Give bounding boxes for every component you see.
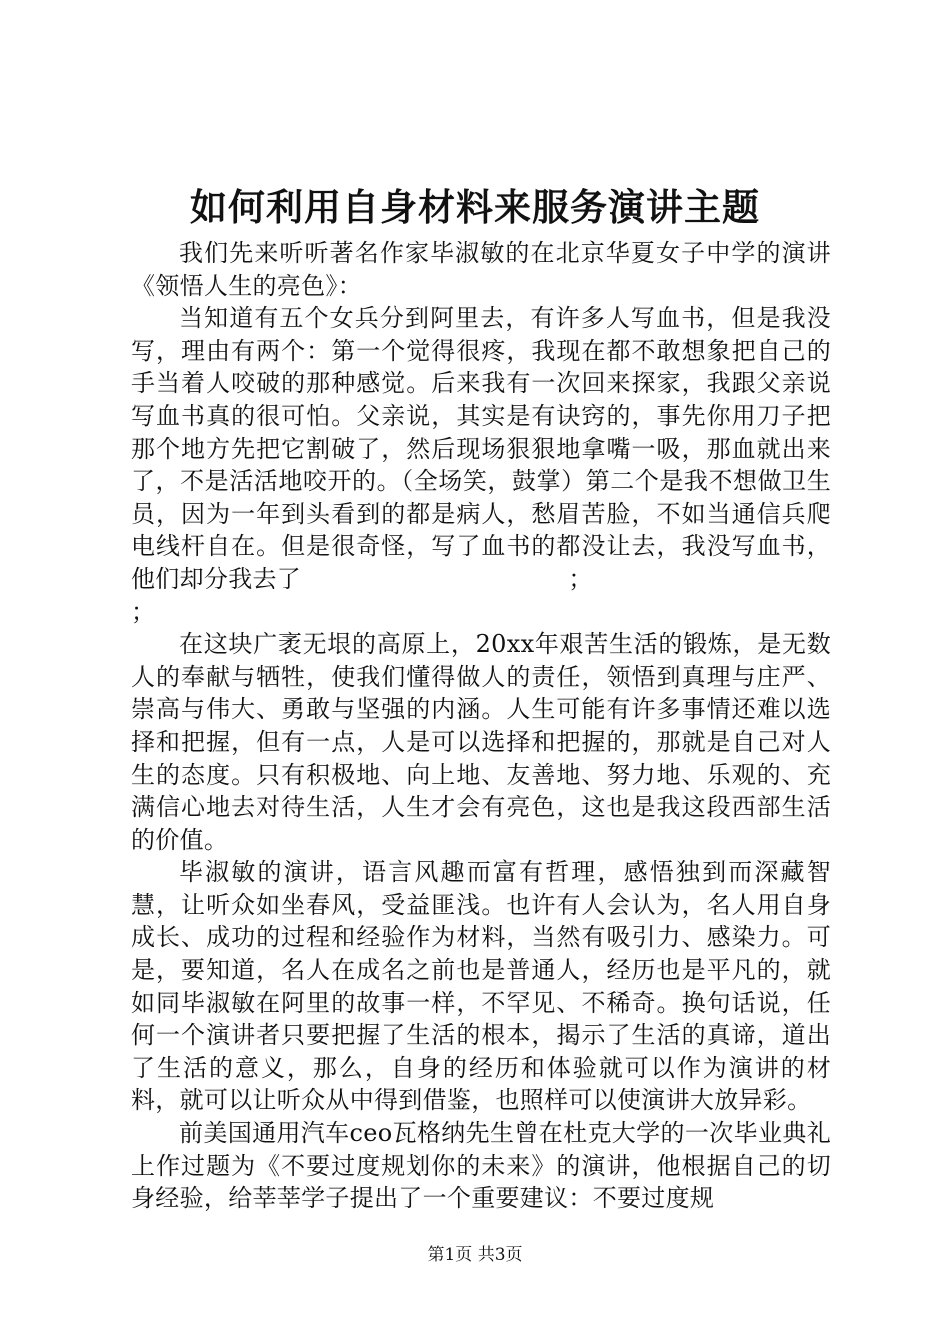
paragraph-analysis: 毕淑敏的演讲，语言风趣而富有哲理，感悟独到而深藏智慧，让听众如坐春风，受益匪浅。也许有人会认为，名人用自身成长、成功的过程和经验作为材料，当然有吸引力、感染力。可是，要知道，名人在成名之前也是普通人，经历也是平凡的，就如同毕淑敏在阿里的故事一样，不罕见、不稀奇。换句话说，任何一个演讲者只要把握了生活的根本，揭示了生活的真谛，道出了生活的意义，那么，自身的经历和体验就可以作为演讲的材料，就可以让听众从中得到借鉴，也照样可以使演讲大放异彩。 <box>131 858 831 1115</box>
page-number-footer: 第1页 共3页 <box>427 1245 523 1265</box>
paragraph-intro: 我们先来听听著名作家毕淑敏的在北京华夏女子中学的演讲《领悟人生的亮色》： <box>131 239 831 300</box>
paragraph-quote-part-1: 当知道有五个女兵分到阿里去，有许多人写血书，但是我没写，理由有两个：第一个觉得很疼，我现在都不敢想象把自己的手当着人咬破的那种感觉。后来我有一次回来探家，我跟父亲说写血书真的很可怕。父亲说，其实是有诀窍的，事先你用刀子把那个地方先把它割破了，然后现场狠狠地拿嘴一吸，那血就出来了，不是活活地咬开的。（全场笑，鼓掌）第二个是我不想做卫生员，因为一年到头看到的都是病人，愁眉苦脸，不如当通信兵爬电线杆自在。但是很奇怪，写了血书的都没让去，我没写血书，他们却分我去了 ； <box>131 304 831 593</box>
document-body <box>131 237 831 1215</box>
paragraph-quote-part-2: 在这块广袤无垠的高原上，20xx年艰苦生活的锻炼，是无数人的奉献与牺牲，使我们懂得做人的责任，领悟到真理与庄严、崇高与伟大、勇敢与坚强的内涵。人生可能有许多事情还难以选择和把握，但有一点，人是可以选择和把握的，那就是自己对人生的态度。只有积极地、向上地、友善地、努力地、乐观的、充满信心地去对待生活，人生才会有亮色，这也是我这段西部生活的价值。 <box>131 630 831 854</box>
paragraph-wagner-example: 前美国通用汽车ceo瓦格纳先生曾在杜克大学的一次毕业典礼上作过题为《不要过度规划你的未来》的演讲，他根据自己的切身经验，给莘莘学子提出了一个重要建议：不要过度规 <box>131 1119 831 1213</box>
paragraph-quote-separator: ； <box>131 597 156 626</box>
document-title: 如何利用自身材料来服务演讲主题 <box>190 185 760 229</box>
